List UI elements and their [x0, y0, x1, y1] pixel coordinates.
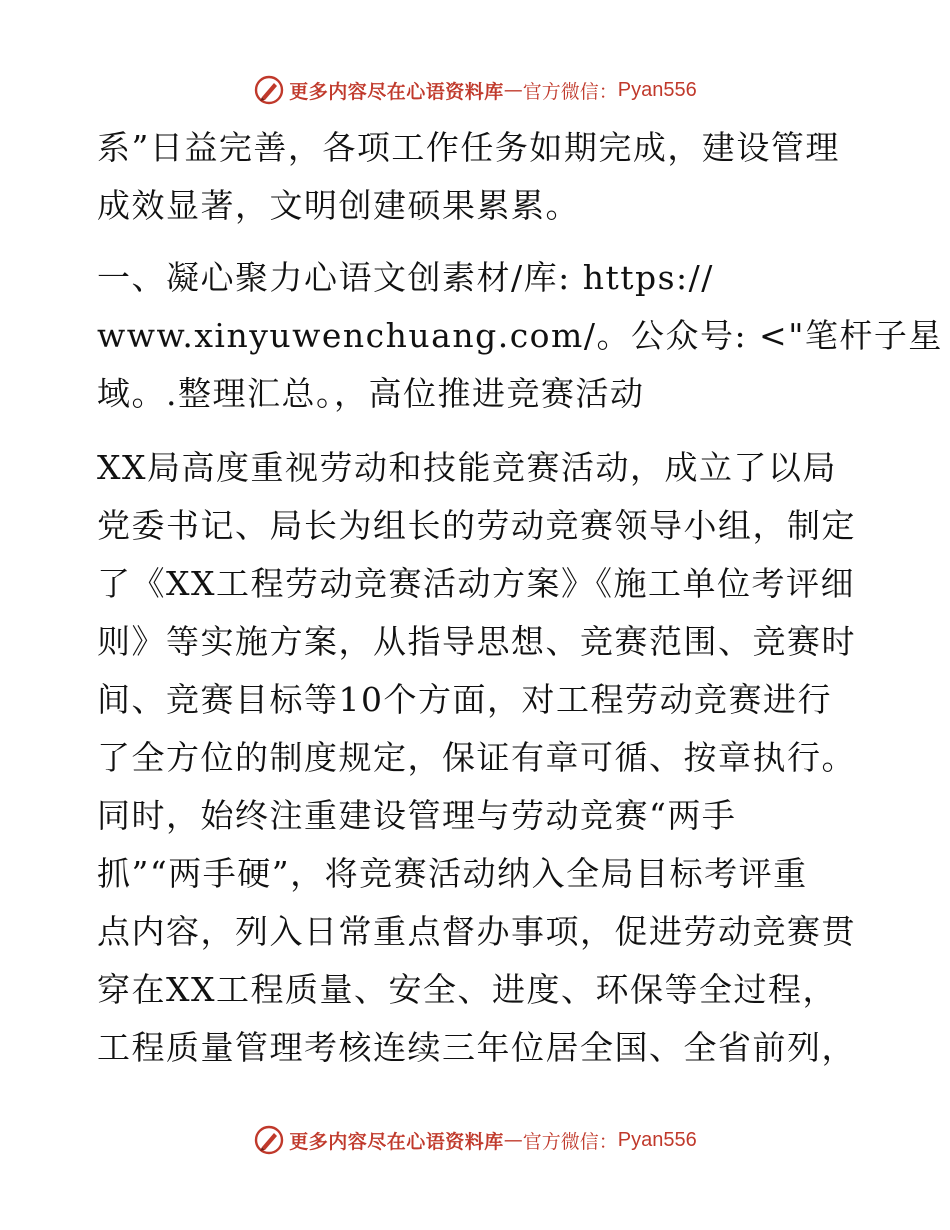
pen-logo-icon: [253, 74, 285, 106]
pen-logo-icon: [253, 1124, 285, 1156]
paragraph-1-line-2: 成效显著，文明创建硕果累累。: [97, 186, 580, 225]
header-banner-text: 更多内容尽在心语资料库: [289, 80, 504, 103]
heading-1-line-1: 一、凝心聚力心语文创素材/库: https://: [97, 258, 714, 297]
paragraph-2-line-5: 间、竞赛目标等10个方面，对工程劳动竞赛进行: [97, 680, 832, 719]
paragraph-2-line-8: 抓”“两手硬”，将竞赛活动纳入全局目标考评重: [97, 854, 808, 893]
heading-1-line-3: 域。.整理汇总。，高位推进竞赛活动: [97, 374, 645, 413]
header-banner-dash: —: [503, 79, 523, 101]
footer-banner: [0, 1120, 950, 1160]
paragraph-2-line-3: 了《XX工程劳动竞赛活动方案》《施工单位考评细: [97, 564, 855, 603]
header-banner-wechat-id: Pyan556: [617, 78, 697, 101]
paragraph-2-line-9: 点内容，列入日常重点督办事项，促进劳动竞赛贯: [97, 912, 856, 951]
footer-banner-wechat-label: 官方微信：: [522, 1130, 618, 1153]
footer-banner-dash: —: [503, 1129, 523, 1151]
paragraph-2-line-10: 穿在XX工程质量、安全、进度、环保等全过程，: [97, 970, 837, 1009]
paragraph-1-line-1: 系”日益完善，各项工作任务如期完成，建设管理: [97, 128, 840, 167]
footer-banner-wechat-id: Pyan556: [617, 1128, 697, 1151]
footer-banner-text: 更多内容尽在心语资料库: [289, 1130, 504, 1153]
header-banner-wechat-label: 官方微信：: [522, 80, 618, 103]
paragraph-2-line-4: 则》等实施方案，从指导思想、竞赛范围、竞赛时: [97, 622, 856, 661]
paragraph-2-line-6: 了全方位的制度规定，保证有章可循、按章执行。: [97, 738, 856, 777]
paragraph-2-line-7: 同时，始终注重建设管理与劳动竞赛“两手: [97, 796, 737, 835]
heading-1-line-2: www.xinyuwenchuang.com/。公众号: <"笔杆子星: [97, 316, 943, 355]
paragraph-2-line-1: XX局高度重视劳动和技能竞赛活动，成立了以局: [97, 448, 837, 487]
paragraph-2-line-11: 工程质量管理考核连续三年位居全国、全省前列，: [97, 1028, 856, 1067]
paragraph-2-line-2: 党委书记、局长为组长的劳动竞赛领导小组，制定: [97, 506, 856, 545]
header-banner: [0, 70, 950, 110]
